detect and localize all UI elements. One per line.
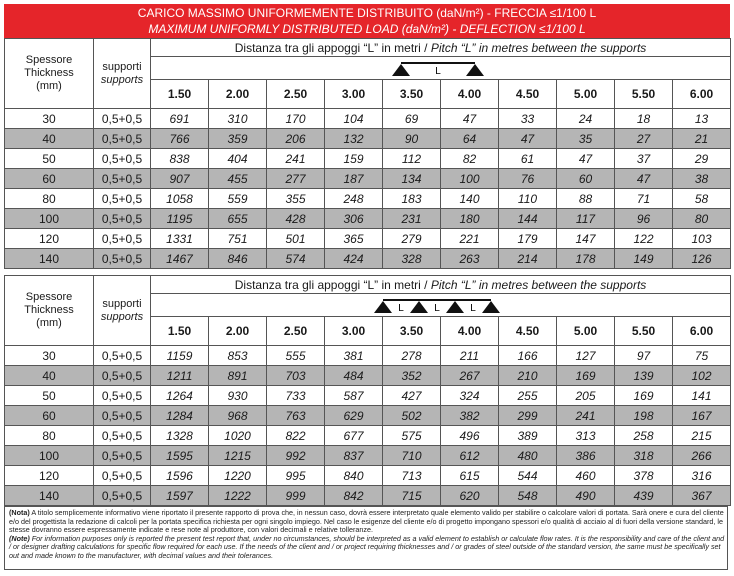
load-value-cell: 183 bbox=[383, 189, 441, 209]
single-span-diagram bbox=[151, 57, 731, 79]
load-value-cell: 501 bbox=[267, 229, 325, 249]
load-value-cell: 1211 bbox=[151, 366, 209, 386]
thickness-cell: 50 bbox=[5, 386, 94, 406]
load-value-cell: 324 bbox=[441, 386, 499, 406]
load-value-cell: 170 bbox=[267, 109, 325, 129]
span-header-en: Pitch “L” in metres between the supports bbox=[430, 277, 647, 292]
load-value-cell: 1220 bbox=[209, 466, 267, 486]
load-value-cell: 837 bbox=[325, 446, 383, 466]
load-value-cell: 352 bbox=[383, 366, 441, 386]
table-row bbox=[5, 486, 731, 506]
supports-label-en: supports bbox=[100, 310, 144, 323]
pitch-cell: 4.50 bbox=[499, 80, 557, 109]
table2-body bbox=[5, 346, 731, 506]
thickness-cell: 140 bbox=[5, 486, 94, 506]
load-value-cell: 840 bbox=[325, 466, 383, 486]
load-value-cell: 47 bbox=[441, 109, 499, 129]
table-row bbox=[5, 189, 731, 209]
load-value-cell: 367 bbox=[673, 486, 731, 506]
span-header-it: Distanza tra gli appoggi “L” in metri / bbox=[234, 40, 431, 55]
header-row-span bbox=[5, 276, 731, 294]
thickness-cell: 120 bbox=[5, 466, 94, 486]
load-value-cell: 316 bbox=[673, 466, 731, 486]
load-value-cell: 1264 bbox=[151, 386, 209, 406]
pitch-cell: 5.50 bbox=[615, 80, 673, 109]
load-value-cell: 141 bbox=[673, 386, 731, 406]
load-value-cell: 159 bbox=[325, 149, 383, 169]
load-value-cell: 1467 bbox=[151, 249, 209, 269]
pitch-cell: 2.00 bbox=[209, 80, 267, 109]
load-value-cell: 907 bbox=[151, 169, 209, 189]
thickness-header bbox=[5, 39, 94, 109]
load-value-cell: 995 bbox=[267, 466, 325, 486]
load-value-cell: 231 bbox=[383, 209, 441, 229]
title-italian: CARICO MASSIMO UNIFORMEMENTE DISTRIBUITO (daN/m²) - FRECCIA ≤1/100 L bbox=[137, 6, 597, 20]
load-value-cell: 389 bbox=[499, 426, 557, 446]
supports-label-it: supporti bbox=[102, 60, 142, 73]
support-triangle-left bbox=[392, 64, 410, 76]
load-value-cell: 1331 bbox=[151, 229, 209, 249]
thickness-cell: 30 bbox=[5, 109, 94, 129]
supports-cell: 0,5+0,5 bbox=[94, 406, 151, 426]
load-value-cell: 587 bbox=[325, 386, 383, 406]
thickness-cell: 80 bbox=[5, 426, 94, 446]
load-value-cell: 102 bbox=[673, 366, 731, 386]
thickness-cell: 40 bbox=[5, 366, 94, 386]
supports-cell: 0,5+0,5 bbox=[94, 109, 151, 129]
load-value-cell: 555 bbox=[267, 346, 325, 366]
title-bar bbox=[4, 4, 730, 38]
pitch-cell: 2.50 bbox=[267, 80, 325, 109]
load-value-cell: 47 bbox=[499, 129, 557, 149]
pitch-cell: 2.50 bbox=[267, 317, 325, 346]
supports-cell: 0,5+0,5 bbox=[94, 366, 151, 386]
load-value-cell: 122 bbox=[615, 229, 673, 249]
load-value-cell: 629 bbox=[325, 406, 383, 426]
supports-cell: 0,5+0,5 bbox=[94, 149, 151, 169]
load-value-cell: 187 bbox=[325, 169, 383, 189]
load-value-cell: 266 bbox=[673, 446, 731, 466]
table-row bbox=[5, 386, 731, 406]
load-value-cell: 318 bbox=[615, 446, 673, 466]
load-value-cell: 733 bbox=[267, 386, 325, 406]
thickness-cell: 60 bbox=[5, 406, 94, 426]
load-value-cell: 76 bbox=[499, 169, 557, 189]
load-table-single-span bbox=[4, 38, 731, 269]
thickness-cell: 140 bbox=[5, 249, 94, 269]
load-value-cell: 82 bbox=[441, 149, 499, 169]
pitch-cell: 5.00 bbox=[557, 317, 615, 346]
note-label: (Note) bbox=[9, 533, 30, 543]
support-triangle bbox=[410, 301, 428, 313]
load-value-cell: 33 bbox=[499, 109, 557, 129]
load-value-cell: 214 bbox=[499, 249, 557, 269]
table1-body bbox=[5, 109, 731, 269]
supports-cell: 0,5+0,5 bbox=[94, 229, 151, 249]
multi-span-diagram bbox=[151, 294, 731, 316]
load-value-cell: 179 bbox=[499, 229, 557, 249]
load-value-cell: 677 bbox=[325, 426, 383, 446]
load-value-cell: 381 bbox=[325, 346, 383, 366]
span-header-en: Pitch “L” in metres between the supports bbox=[430, 40, 647, 55]
load-value-cell: 766 bbox=[151, 129, 209, 149]
span-l-label: L bbox=[398, 303, 404, 314]
load-value-cell: 140 bbox=[441, 189, 499, 209]
load-value-cell: 382 bbox=[441, 406, 499, 426]
load-value-cell: 703 bbox=[267, 366, 325, 386]
load-value-cell: 126 bbox=[673, 249, 731, 269]
pitch-cell: 3.50 bbox=[383, 80, 441, 109]
load-value-cell: 100 bbox=[441, 169, 499, 189]
span-header bbox=[151, 276, 731, 294]
span-l-label: L bbox=[434, 303, 440, 314]
pitch-cell: 5.50 bbox=[615, 317, 673, 346]
load-value-cell: 1195 bbox=[151, 209, 209, 229]
load-value-cell: 424 bbox=[325, 249, 383, 269]
load-value-cell: 846 bbox=[209, 249, 267, 269]
load-value-cell: 842 bbox=[325, 486, 383, 506]
supports-header bbox=[94, 39, 151, 109]
load-value-cell: 891 bbox=[209, 366, 267, 386]
load-value-cell: 310 bbox=[209, 109, 267, 129]
thickness-header bbox=[5, 276, 94, 346]
load-value-cell: 548 bbox=[499, 486, 557, 506]
supports-label-it: supporti bbox=[102, 297, 142, 310]
support-triangle bbox=[482, 301, 500, 313]
load-value-cell: 838 bbox=[151, 149, 209, 169]
load-value-cell: 386 bbox=[557, 446, 615, 466]
load-value-cell: 455 bbox=[209, 169, 267, 189]
load-value-cell: 149 bbox=[615, 249, 673, 269]
load-value-cell: 1596 bbox=[151, 466, 209, 486]
load-value-cell: 277 bbox=[267, 169, 325, 189]
load-value-cell: 29 bbox=[673, 149, 731, 169]
load-value-cell: 80 bbox=[673, 209, 731, 229]
disclaimer-note bbox=[4, 506, 728, 570]
load-value-cell: 1328 bbox=[151, 426, 209, 446]
thickness-cell: 30 bbox=[5, 346, 94, 366]
load-value-cell: 167 bbox=[673, 406, 731, 426]
supports-cell: 0,5+0,5 bbox=[94, 426, 151, 446]
load-value-cell: 1020 bbox=[209, 426, 267, 446]
thickness-label-it: Spessore bbox=[25, 291, 73, 303]
load-value-cell: 132 bbox=[325, 129, 383, 149]
load-value-cell: 127 bbox=[557, 346, 615, 366]
thickness-cell: 80 bbox=[5, 189, 94, 209]
load-value-cell: 144 bbox=[499, 209, 557, 229]
load-value-cell: 544 bbox=[499, 466, 557, 486]
load-value-cell: 490 bbox=[557, 486, 615, 506]
load-value-cell: 328 bbox=[383, 249, 441, 269]
load-value-cell: 691 bbox=[151, 109, 209, 129]
nota-text-it: A titolo semplicemente informativo viene riportato il presente rapporto di prova che, in nessun caso, dovrà essere interpretato quale elemento valido per stabilire o calcolare valori di portata. Sarà onere e cura del cliente e/o del progettista la redazione di calcoli per la portata specifica richiesta per ogni singolo impiego. Nel caso le esigenze del cliente e/o di progetto impongano spessori e/o qualità di acciaio al di fuori della versione standard, le stesse dovranno essere espressamente indicate e rese note al produttore, con valori decimali e relative tolleranze. bbox=[9, 508, 724, 535]
load-value-cell: 713 bbox=[383, 466, 441, 486]
load-value-cell: 502 bbox=[383, 406, 441, 426]
load-value-cell: 205 bbox=[557, 386, 615, 406]
table-row bbox=[5, 426, 731, 446]
load-value-cell: 169 bbox=[615, 386, 673, 406]
load-value-cell: 75 bbox=[673, 346, 731, 366]
load-value-cell: 241 bbox=[557, 406, 615, 426]
supports-cell: 0,5+0,5 bbox=[94, 386, 151, 406]
pitch-cell: 3.50 bbox=[383, 317, 441, 346]
thickness-label-en: Thickness bbox=[24, 304, 74, 316]
title-english: MAXIMUM UNIFORMLY DISTRIBUTED LOAD (daN/m²) - DEFLECTION ≤1/100 L bbox=[148, 22, 586, 36]
load-value-cell: 615 bbox=[441, 466, 499, 486]
load-value-cell: 69 bbox=[383, 109, 441, 129]
load-value-cell: 1058 bbox=[151, 189, 209, 209]
pitch-cell: 4.50 bbox=[499, 317, 557, 346]
load-value-cell: 169 bbox=[557, 366, 615, 386]
load-value-cell: 27 bbox=[615, 129, 673, 149]
span-diagram-cell bbox=[151, 294, 731, 317]
load-value-cell: 1215 bbox=[209, 446, 267, 466]
pitch-cell: 2.00 bbox=[209, 317, 267, 346]
supports-cell: 0,5+0,5 bbox=[94, 189, 151, 209]
supports-cell: 0,5+0,5 bbox=[94, 466, 151, 486]
table-row bbox=[5, 406, 731, 426]
load-value-cell: 1222 bbox=[209, 486, 267, 506]
supports-header bbox=[94, 276, 151, 346]
load-value-cell: 211 bbox=[441, 346, 499, 366]
load-value-cell: 241 bbox=[267, 149, 325, 169]
load-value-cell: 210 bbox=[499, 366, 557, 386]
span-l-label: L bbox=[435, 66, 441, 77]
load-value-cell: 460 bbox=[557, 466, 615, 486]
load-value-cell: 139 bbox=[615, 366, 673, 386]
supports-label-en: supports bbox=[100, 73, 144, 86]
load-value-cell: 166 bbox=[499, 346, 557, 366]
load-value-cell: 13 bbox=[673, 109, 731, 129]
thickness-unit: (mm) bbox=[36, 80, 62, 92]
load-value-cell: 71 bbox=[615, 189, 673, 209]
load-value-cell: 61 bbox=[499, 149, 557, 169]
table-row bbox=[5, 229, 731, 249]
load-value-cell: 134 bbox=[383, 169, 441, 189]
load-value-cell: 110 bbox=[499, 189, 557, 209]
load-table-multi-span bbox=[4, 275, 731, 506]
load-value-cell: 620 bbox=[441, 486, 499, 506]
thickness-cell: 60 bbox=[5, 169, 94, 189]
load-value-cell: 37 bbox=[615, 149, 673, 169]
load-value-cell: 47 bbox=[615, 169, 673, 189]
load-value-cell: 999 bbox=[267, 486, 325, 506]
load-value-cell: 306 bbox=[325, 209, 383, 229]
thickness-cell: 50 bbox=[5, 149, 94, 169]
load-value-cell: 484 bbox=[325, 366, 383, 386]
load-value-cell: 206 bbox=[267, 129, 325, 149]
support-triangle bbox=[374, 301, 392, 313]
supports-cell: 0,5+0,5 bbox=[94, 169, 151, 189]
pitch-cell: 1.50 bbox=[151, 317, 209, 346]
load-value-cell: 97 bbox=[615, 346, 673, 366]
load-value-cell: 378 bbox=[615, 466, 673, 486]
load-value-cell: 35 bbox=[557, 129, 615, 149]
load-value-cell: 365 bbox=[325, 229, 383, 249]
table-row bbox=[5, 446, 731, 466]
supports-cell: 0,5+0,5 bbox=[94, 209, 151, 229]
load-value-cell: 104 bbox=[325, 109, 383, 129]
pitch-cell: 3.00 bbox=[325, 317, 383, 346]
load-value-cell: 248 bbox=[325, 189, 383, 209]
support-triangle bbox=[446, 301, 464, 313]
header-row-span bbox=[5, 39, 731, 57]
note-text-en: For information purposes only is reported the present test report that, under no circumstances, should be interpreted as a valid element to establish or calculate flow rates. It is the responsibility and care of the client and / or designer drafting calculations for specific flow required for each use. If the needs of the client and / or project requiring thicknesses and / or grades of steel outside of the standard version, the same must be specifically set out and made known to the manufacturer, with decimal values and their tolerances. bbox=[9, 533, 725, 560]
thickness-unit: (mm) bbox=[36, 317, 62, 329]
table-row bbox=[5, 346, 731, 366]
load-value-cell: 64 bbox=[441, 129, 499, 149]
load-value-cell: 612 bbox=[441, 446, 499, 466]
supports-cell: 0,5+0,5 bbox=[94, 129, 151, 149]
load-value-cell: 1284 bbox=[151, 406, 209, 426]
support-triangle-right bbox=[466, 64, 484, 76]
load-value-cell: 117 bbox=[557, 209, 615, 229]
thickness-cell: 120 bbox=[5, 229, 94, 249]
table-row bbox=[5, 466, 731, 486]
load-value-cell: 58 bbox=[673, 189, 731, 209]
thickness-cell: 100 bbox=[5, 209, 94, 229]
load-value-cell: 221 bbox=[441, 229, 499, 249]
load-value-cell: 404 bbox=[209, 149, 267, 169]
load-value-cell: 480 bbox=[499, 446, 557, 466]
load-value-cell: 47 bbox=[557, 149, 615, 169]
thickness-cell: 40 bbox=[5, 129, 94, 149]
load-value-cell: 96 bbox=[615, 209, 673, 229]
load-value-cell: 60 bbox=[557, 169, 615, 189]
table-row bbox=[5, 149, 731, 169]
nota-label: (Nota) bbox=[9, 508, 30, 517]
pitch-cell: 3.00 bbox=[325, 80, 383, 109]
load-value-cell: 279 bbox=[383, 229, 441, 249]
thickness-cell: 100 bbox=[5, 446, 94, 466]
span-diagram-cell bbox=[151, 57, 731, 80]
table-row bbox=[5, 169, 731, 189]
load-value-cell: 496 bbox=[441, 426, 499, 446]
load-value-cell: 278 bbox=[383, 346, 441, 366]
load-value-cell: 263 bbox=[441, 249, 499, 269]
load-value-cell: 930 bbox=[209, 386, 267, 406]
load-value-cell: 822 bbox=[267, 426, 325, 446]
load-value-cell: 88 bbox=[557, 189, 615, 209]
load-value-cell: 255 bbox=[499, 386, 557, 406]
pitch-cell: 1.50 bbox=[151, 80, 209, 109]
table-row bbox=[5, 209, 731, 229]
load-value-cell: 24 bbox=[557, 109, 615, 129]
pitch-cell: 4.00 bbox=[441, 317, 499, 346]
load-value-cell: 198 bbox=[615, 406, 673, 426]
load-value-cell: 575 bbox=[383, 426, 441, 446]
pitch-cell: 5.00 bbox=[557, 80, 615, 109]
load-value-cell: 180 bbox=[441, 209, 499, 229]
load-value-cell: 1159 bbox=[151, 346, 209, 366]
load-value-cell: 178 bbox=[557, 249, 615, 269]
load-value-cell: 715 bbox=[383, 486, 441, 506]
load-value-cell: 112 bbox=[383, 149, 441, 169]
load-value-cell: 258 bbox=[615, 426, 673, 446]
supports-cell: 0,5+0,5 bbox=[94, 486, 151, 506]
load-value-cell: 439 bbox=[615, 486, 673, 506]
supports-cell: 0,5+0,5 bbox=[94, 346, 151, 366]
load-value-cell: 574 bbox=[267, 249, 325, 269]
load-value-cell: 355 bbox=[267, 189, 325, 209]
supports-cell: 0,5+0,5 bbox=[94, 249, 151, 269]
load-value-cell: 299 bbox=[499, 406, 557, 426]
load-value-cell: 655 bbox=[209, 209, 267, 229]
load-value-cell: 313 bbox=[557, 426, 615, 446]
table-row bbox=[5, 129, 731, 149]
load-value-cell: 38 bbox=[673, 169, 731, 189]
load-value-cell: 710 bbox=[383, 446, 441, 466]
load-value-cell: 763 bbox=[267, 406, 325, 426]
load-value-cell: 103 bbox=[673, 229, 731, 249]
load-value-cell: 853 bbox=[209, 346, 267, 366]
table-row bbox=[5, 366, 731, 386]
load-value-cell: 751 bbox=[209, 229, 267, 249]
load-value-cell: 90 bbox=[383, 129, 441, 149]
load-value-cell: 1595 bbox=[151, 446, 209, 466]
load-value-cell: 215 bbox=[673, 426, 731, 446]
load-value-cell: 428 bbox=[267, 209, 325, 229]
pitch-cell: 4.00 bbox=[441, 80, 499, 109]
table-row bbox=[5, 109, 731, 129]
load-value-cell: 992 bbox=[267, 446, 325, 466]
load-value-cell: 1597 bbox=[151, 486, 209, 506]
pitch-cell: 6.00 bbox=[673, 317, 731, 346]
load-value-cell: 559 bbox=[209, 189, 267, 209]
span-l-label: L bbox=[470, 303, 476, 314]
load-value-cell: 427 bbox=[383, 386, 441, 406]
thickness-label-it: Spessore bbox=[25, 54, 73, 66]
load-value-cell: 359 bbox=[209, 129, 267, 149]
span-header bbox=[151, 39, 731, 57]
load-value-cell: 21 bbox=[673, 129, 731, 149]
load-value-cell: 18 bbox=[615, 109, 673, 129]
load-value-cell: 147 bbox=[557, 229, 615, 249]
span-header-it: Distanza tra gli appoggi “L” in metri / bbox=[234, 277, 431, 292]
load-value-cell: 267 bbox=[441, 366, 499, 386]
table-row bbox=[5, 249, 731, 269]
supports-cell: 0,5+0,5 bbox=[94, 446, 151, 466]
load-value-cell: 968 bbox=[209, 406, 267, 426]
pitch-cell: 6.00 bbox=[673, 80, 731, 109]
thickness-label-en: Thickness bbox=[24, 67, 74, 79]
